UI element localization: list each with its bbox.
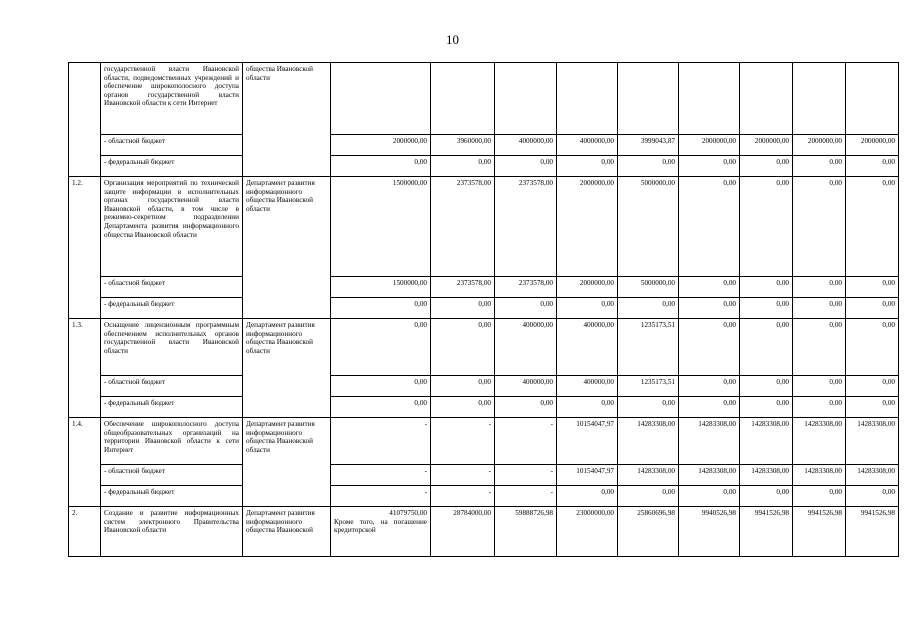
value-cell: 3960000,00 — [431, 135, 495, 156]
value-cell: 0,00 — [679, 298, 740, 319]
value-cell: 0,00 — [431, 298, 495, 319]
value-cell: 0,00 — [846, 298, 899, 319]
value-cell: 0,00 — [331, 397, 431, 418]
value-cell: 1500000,00 — [331, 177, 431, 277]
value-cell — [331, 507, 431, 557]
value-cell: 0,00 — [793, 177, 846, 277]
value-cell: 0,00 — [793, 397, 846, 418]
value-cell: 0,00 — [846, 156, 899, 177]
value-cell: 14283308,00 — [679, 465, 740, 486]
value-cell: 14283308,00 — [846, 465, 899, 486]
row-index: 1.4. — [69, 418, 101, 507]
value-cell: 1235173,51 — [618, 376, 679, 397]
value-cell: 2000000,00 — [557, 177, 618, 277]
oblast-budget-label: - областной бюджет — [101, 277, 243, 298]
first-value: 41079750,00 — [389, 509, 427, 517]
value-cell: 0,00 — [679, 177, 740, 277]
measure-name: Обеспечение широкополосного доступа общеобразовательных организаций на территории Ивановской области к сети Интернет — [101, 418, 243, 465]
table-row — [69, 319, 899, 376]
measure-name: Оснащение лицензионным программным обеспечением исполнительных органов государственной власти Ивановской области — [101, 319, 243, 376]
value-cell: 0,00 — [331, 319, 431, 376]
measure-name: государственной власти Ивановской области, подведомственных учреждений и обеспечение широкополосного доступа органов государственной власти Ивановской области к сети Интернет — [101, 63, 243, 135]
value-cell: 0,00 — [679, 397, 740, 418]
value-cell: 4000000,00 — [557, 135, 618, 156]
value-cell: 0,00 — [679, 376, 740, 397]
responsible-executor: Департамент развития информационного общества Ивановской области — [243, 418, 331, 507]
value-cell: 0,00 — [495, 397, 557, 418]
value-cell: - — [495, 465, 557, 486]
table-row — [69, 63, 899, 135]
value-cell: 0,00 — [618, 397, 679, 418]
value-cell: 14283308,00 — [740, 465, 793, 486]
oblast-budget-label: - областной бюджет — [101, 135, 243, 156]
table-row — [69, 418, 899, 465]
federal-budget-label: - федеральный бюджет — [101, 486, 243, 507]
value-cell: 0,00 — [793, 277, 846, 298]
value-cell: 2000000,00 — [331, 135, 431, 156]
table-row — [69, 486, 899, 507]
value-cell: 0,00 — [793, 319, 846, 376]
value-cell: 2373578,00 — [495, 177, 557, 277]
value-cell: 0,00 — [618, 156, 679, 177]
row-index: 1.2. — [69, 177, 101, 319]
value-cell: 0,00 — [846, 397, 899, 418]
value-cell: 0,00 — [679, 319, 740, 376]
value-cell: - — [431, 465, 495, 486]
value-cell: - — [431, 418, 495, 465]
value-cell: 2000000,00 — [740, 135, 793, 156]
value-cell: 0,00 — [431, 397, 495, 418]
value-cell: 0,00 — [793, 376, 846, 397]
value-cell: 0,00 — [431, 319, 495, 376]
value-cell: 0,00 — [331, 156, 431, 177]
value-cell: 0,00 — [431, 156, 495, 177]
row-index: 1.3. — [69, 319, 101, 418]
value-cell: - — [331, 486, 431, 507]
value-cell: 4000000,00 — [495, 135, 557, 156]
value-cell: 0,00 — [679, 486, 740, 507]
value-cell: 5000000,00 — [618, 177, 679, 277]
value-cell: 14283308,00 — [793, 465, 846, 486]
value-cell: 59888726,98 — [495, 507, 557, 557]
table-row — [69, 135, 899, 156]
table-row — [69, 507, 899, 557]
value-cell: 2373578,00 — [431, 277, 495, 298]
value-cell: 0,00 — [846, 277, 899, 298]
value-cell: 0,00 — [740, 298, 793, 319]
value-cell: 23000000,00 — [557, 507, 618, 557]
value-cell: 2373578,00 — [431, 177, 495, 277]
page-number: 10 — [446, 32, 459, 47]
value-cell: 14283308,00 — [793, 418, 846, 465]
index-cell — [69, 63, 101, 177]
table-row — [69, 277, 899, 298]
value-cell: 2000000,00 — [846, 135, 899, 156]
value-cell: 0,00 — [557, 156, 618, 177]
value-cell: 2000000,00 — [679, 135, 740, 156]
value-cell: 0,00 — [740, 319, 793, 376]
value-cell: - — [495, 486, 557, 507]
oblast-budget-label: - областной бюджет — [101, 465, 243, 486]
value-cell: 1235173,51 — [618, 319, 679, 376]
value-cell: 14283308,00 — [679, 418, 740, 465]
value-cell: 0,00 — [740, 486, 793, 507]
table-row — [69, 397, 899, 418]
value-cell: 9941526,98 — [846, 507, 899, 557]
value-cell: 0,00 — [740, 277, 793, 298]
value-cell: 3999043,87 — [618, 135, 679, 156]
oblast-budget-label: - областной бюджет — [101, 376, 243, 397]
federal-budget-label: - федеральный бюджет — [101, 156, 243, 177]
value-cell: 9941526,98 — [793, 507, 846, 557]
value-cell: 0,00 — [740, 156, 793, 177]
value-cell: 14283308,00 — [618, 418, 679, 465]
debt-note: Кроме того, на погашение кредиторской — [334, 517, 427, 535]
value-cell: 400000,00 — [495, 376, 557, 397]
value-cell: - — [431, 486, 495, 507]
value-cell: 9940526,98 — [679, 507, 740, 557]
value-cell: - — [331, 465, 431, 486]
budget-table — [68, 62, 899, 557]
value-cell: 0,00 — [740, 177, 793, 277]
value-cell: 0,00 — [331, 376, 431, 397]
table-row — [69, 465, 899, 486]
value-cell: 0,00 — [793, 298, 846, 319]
table-row — [69, 177, 899, 277]
value-cell: 0,00 — [495, 156, 557, 177]
value-cell: 14283308,00 — [846, 418, 899, 465]
value-cell: 400000,00 — [495, 319, 557, 376]
row-index: 2. — [69, 507, 101, 557]
value-cell: 0,00 — [618, 298, 679, 319]
table-row — [69, 376, 899, 397]
federal-budget-label: - федеральный бюджет — [101, 298, 243, 319]
table-row — [69, 156, 899, 177]
value-cell: 400000,00 — [557, 319, 618, 376]
value-cell: 1500000,00 — [331, 277, 431, 298]
value-cell: 0,00 — [431, 376, 495, 397]
value-cell: 0,00 — [846, 376, 899, 397]
responsible-executor: Департамент развития информационного общества Ивановской области — [243, 177, 331, 319]
value-cell: 0,00 — [618, 486, 679, 507]
value-cell: 14283308,00 — [618, 465, 679, 486]
value-cell: 0,00 — [557, 298, 618, 319]
value-cell: - — [331, 418, 431, 465]
value-cell: 0,00 — [846, 177, 899, 277]
responsible-executor: общества Ивановской области — [243, 63, 331, 177]
value-cell: 0,00 — [740, 397, 793, 418]
value-cell: 2000000,00 — [793, 135, 846, 156]
value-cell: 0,00 — [679, 156, 740, 177]
value-cell: 0,00 — [793, 156, 846, 177]
value-cell: 10154047,97 — [557, 418, 618, 465]
value-cell: 5000000,00 — [618, 277, 679, 298]
value-cell: 0,00 — [557, 397, 618, 418]
value-cell: 0,00 — [846, 319, 899, 376]
measure-name: Организация мероприятий по технической защите информации в исполнительных органах государственной власти Ивановской области, в том числе в режимно-секретном подразделении Департамента развития информационного общества Ивановской области — [101, 177, 243, 277]
value-cell: 28784000,00 — [431, 507, 495, 557]
federal-budget-label: - федеральный бюджет — [101, 397, 243, 418]
value-cell: 2000000,00 — [557, 277, 618, 298]
value-cell: 25860696,98 — [618, 507, 679, 557]
responsible-executor: Департамент развития информационного общества Ивановской — [243, 507, 331, 557]
value-cell: 0,00 — [793, 486, 846, 507]
value-cell: 0,00 — [495, 298, 557, 319]
value-cell: 9941526,98 — [740, 507, 793, 557]
value-cell: 0,00 — [740, 376, 793, 397]
table-row — [69, 298, 899, 319]
value-cell: 400000,00 — [557, 376, 618, 397]
responsible-executor: Департамент развития информационного общества Ивановской области — [243, 319, 331, 418]
measure-name: Создание и развитие информационных систем электронного Правительства Ивановской области — [101, 507, 243, 557]
value-cell: 0,00 — [679, 277, 740, 298]
value-cell: 0,00 — [557, 486, 618, 507]
value-cell: 14283308,00 — [740, 418, 793, 465]
value-cell: 0,00 — [846, 486, 899, 507]
value-cell: 2373578,00 — [495, 277, 557, 298]
value-cell: - — [495, 418, 557, 465]
value-cell: 10154047,97 — [557, 465, 618, 486]
value-cell: 0,00 — [331, 298, 431, 319]
